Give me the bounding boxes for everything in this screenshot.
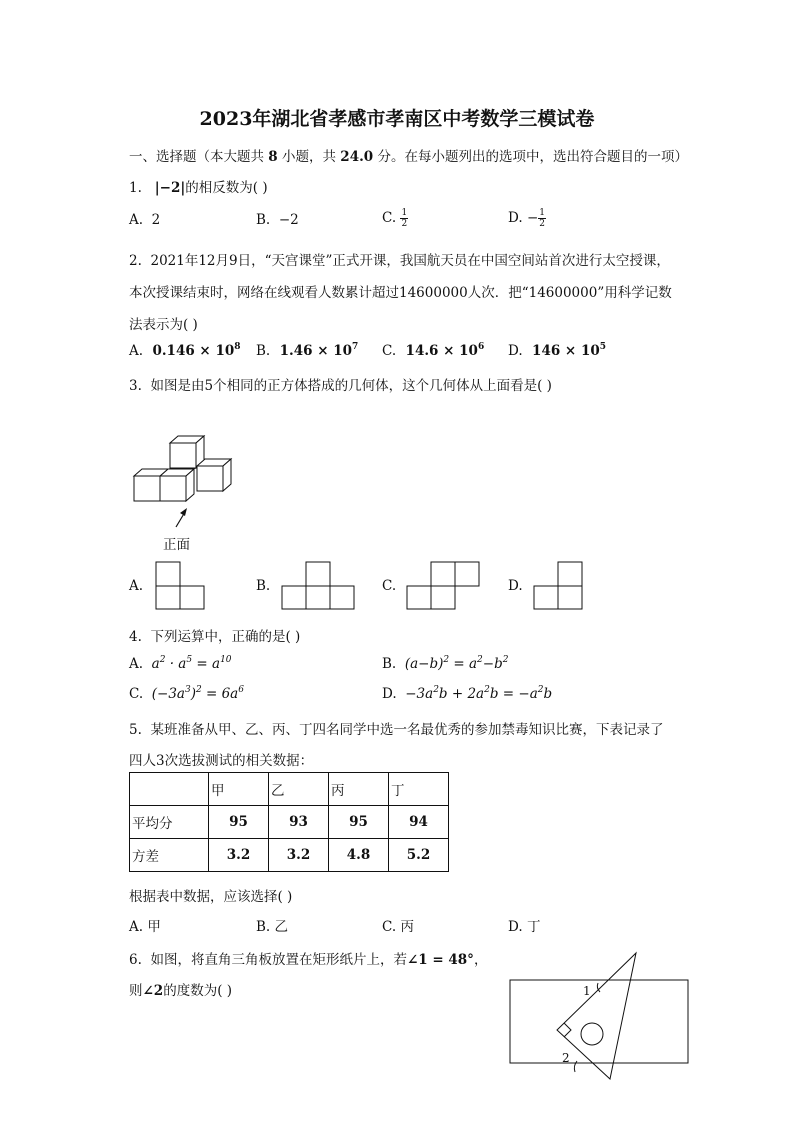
table-cell: 3.2: [209, 839, 269, 872]
question-1-expression: |−2|: [154, 180, 186, 196]
question-2-option-c[interactable]: [382, 343, 484, 359]
question-number: 4.: [129, 629, 142, 645]
question-6-text-suffix: ，: [473, 952, 488, 968]
option-value: 乙: [274, 919, 289, 935]
question-6-line-2: [129, 979, 232, 999]
angle-2-expression: ∠2: [142, 983, 164, 999]
table-cell: 93: [269, 806, 329, 839]
question-number: 6.: [129, 952, 142, 968]
section-score: 24.0: [340, 149, 374, 165]
question-1-option-c[interactable]: [382, 208, 408, 229]
question-1-option-b[interactable]: [256, 212, 299, 228]
section-heading-mid: 小题，共: [282, 149, 336, 165]
question-1-text: 的相反数为( ): [185, 180, 268, 196]
question-number: 3.: [129, 378, 142, 394]
question-5-option-b[interactable]: [256, 915, 288, 935]
angle-expression: ∠1 = 48°: [406, 952, 474, 968]
option-expression: $a^2 \cdot a^5 = a^{10}$: [151, 655, 232, 672]
option-label: C.: [129, 686, 144, 702]
option-expression: $-3a^2b + 2a^2b = -a^2b$: [405, 685, 553, 702]
question-4-option-c[interactable]: [129, 686, 244, 702]
page-title: 2023年湖北省孝感市孝南区中考数学三模试卷: [199, 108, 595, 130]
section-heading: [129, 145, 688, 165]
option-label: A.: [129, 656, 144, 672]
option-base: 0.146 × 10: [152, 343, 235, 359]
option-label: B.: [256, 343, 271, 359]
question-5-after: 根据表中数据，应该选择( ): [129, 889, 293, 905]
section-heading-suffix: 分。在每小题列出的选项中，选出符合题目的一项）: [377, 149, 688, 165]
question-6-text-1: 如图，将直角三角板放置在矩形纸片上，若: [150, 952, 407, 968]
question-number: 5.: [129, 722, 142, 738]
option-label: A.: [129, 919, 144, 935]
question-5-option-c[interactable]: [382, 915, 414, 935]
table-header-cell: 甲: [209, 773, 269, 806]
table-row: [130, 839, 449, 872]
option-base: 1.46 × 10: [279, 343, 353, 359]
question-2-option-d[interactable]: [508, 343, 606, 359]
table-header-cell: 乙: [269, 773, 329, 806]
table-header-cell: [130, 773, 209, 806]
question-4-option-b[interactable]: [382, 656, 508, 672]
option-label: B.: [382, 656, 397, 672]
option-a-top-view: [154, 561, 206, 611]
question-2-line-1: [129, 249, 670, 269]
table-cell: 4.8: [329, 839, 389, 872]
question-5-line-1: [129, 718, 663, 738]
question-number: 2.: [129, 253, 142, 269]
question-3-stem: [129, 374, 552, 394]
option-exponent: 8: [234, 342, 241, 352]
option-label: A.: [129, 343, 144, 359]
question-2-line-2: 本次授课结束时，网络在线观看人数累计超过14600000人次．把“14600000”用科学记数: [129, 285, 672, 301]
fraction-denominator: 2: [539, 219, 545, 229]
question-6-text-2-suffix: 的度数为( ): [163, 983, 233, 999]
option-label: C.: [382, 343, 397, 359]
question-1-option-d[interactable]: [508, 208, 546, 229]
option-label: A.: [129, 212, 144, 228]
question-4-option-d[interactable]: [382, 686, 552, 702]
table-cell: 94: [389, 806, 449, 839]
table-cell: 3.2: [269, 839, 329, 872]
question-3-option-a[interactable]: A.: [129, 578, 144, 594]
score-table: [129, 772, 449, 872]
table-cell: 95: [209, 806, 269, 839]
option-value: 2: [151, 212, 161, 228]
option-value: 甲: [147, 919, 161, 935]
question-6-text-2: 则: [129, 983, 143, 999]
question-5-option-d[interactable]: [508, 915, 540, 935]
front-label: 正面: [163, 537, 190, 553]
section-heading-prefix: 一、选择题（本大题共: [129, 149, 264, 165]
option-base: 14.6 × 10: [405, 343, 478, 359]
option-label: C.: [382, 210, 397, 226]
table-header-cell: 丙: [329, 773, 389, 806]
fraction-numerator: 1: [539, 208, 545, 218]
table-row-label: 方差: [130, 839, 209, 872]
option-value: −2: [278, 212, 299, 228]
fraction-numerator: 1: [401, 208, 408, 218]
question-3-text: 如图是由5个相同的正方体搭成的几何体，这个几何体从上面看是( ): [150, 378, 552, 394]
question-3-option-b[interactable]: B.: [256, 578, 271, 594]
question-3-option-d[interactable]: D.: [508, 578, 523, 594]
option-value: 丁: [526, 919, 541, 935]
option-base: 146 × 10: [532, 343, 600, 359]
question-5-option-a[interactable]: [129, 915, 161, 935]
section-count: 8: [268, 149, 278, 165]
question-6-line-1: [129, 948, 487, 968]
table-cell: 5.2: [389, 839, 449, 872]
option-exponent: 6: [477, 342, 485, 352]
option-exponent: 5: [599, 342, 606, 352]
question-4-text: 下列运算中，正确的是( ): [150, 629, 301, 645]
option-expression: $(a-b)^2 = a^2-b^2$: [404, 655, 509, 672]
table-cell: 95: [329, 806, 389, 839]
option-label: D.: [508, 343, 523, 359]
fraction: [538, 208, 546, 229]
question-2-option-a[interactable]: [129, 343, 241, 359]
question-2-text-1: 2021年12月9日，“天宫课堂”正式开课，我国航天员在中国空间站首次进行太空授课，: [150, 253, 670, 269]
question-1-option-a[interactable]: [129, 212, 160, 228]
option-expression: $(-3a^3)^2 = 6a^6$: [151, 685, 244, 702]
cube-solid-figure: [128, 430, 240, 530]
option-label: B.: [256, 919, 271, 935]
table-row: [130, 806, 449, 839]
table-header-cell: 丁: [389, 773, 449, 806]
option-d-top-view: [532, 561, 584, 611]
table-header-row: [130, 773, 449, 806]
question-3-option-c[interactable]: C.: [382, 578, 397, 594]
option-label: C.: [382, 919, 397, 935]
question-number: 1.: [129, 180, 142, 196]
fraction: [400, 208, 408, 229]
question-2-option-b[interactable]: [256, 343, 358, 359]
option-label: B.: [256, 212, 271, 228]
option-value: 丙: [400, 919, 414, 935]
option-b-top-view: [280, 561, 356, 611]
triangle-rectangle-figure: [505, 948, 695, 1084]
angle-2-label: 2: [562, 1051, 570, 1065]
table-row-label: 平均分: [130, 806, 209, 839]
question-1-stem: [129, 176, 268, 196]
question-5-text-1: 某班准备从甲、乙、丙、丁四名同学中选一名最优秀的参加禁毒知识比赛，下表记录了: [150, 722, 664, 738]
question-4-option-a[interactable]: [129, 656, 232, 672]
question-5-line-2: 四人3次选拔测试的相关数据：: [129, 753, 314, 769]
angle-1-label: 1: [583, 984, 591, 998]
option-label: D.: [508, 919, 523, 935]
minus-sign: −: [526, 210, 539, 226]
question-2-line-3: 法表示为( ): [129, 317, 198, 333]
option-label: D.: [508, 210, 523, 226]
question-4-stem: [129, 625, 300, 645]
option-c-top-view: [405, 561, 481, 611]
option-exponent: 7: [352, 342, 359, 352]
option-label: D.: [382, 686, 397, 702]
fraction-denominator: 2: [401, 219, 408, 229]
